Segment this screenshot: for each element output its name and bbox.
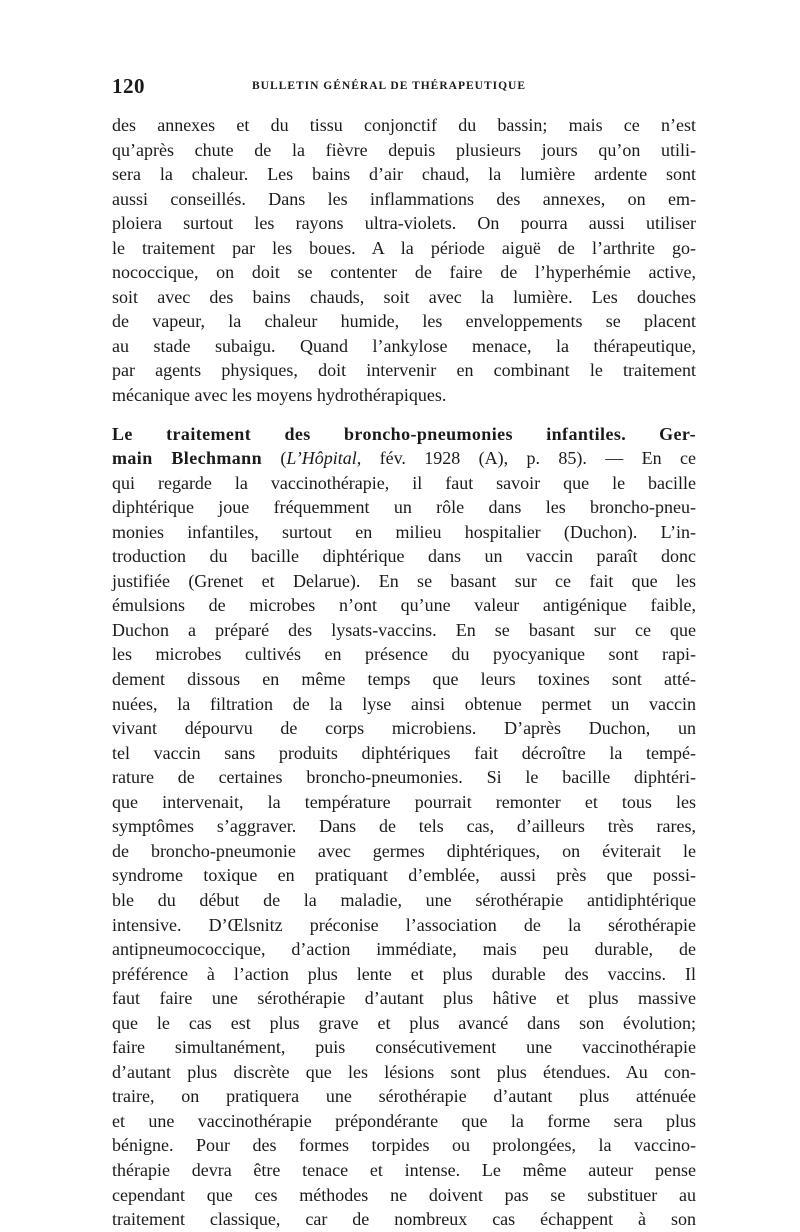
text-line: émulsions de microbes n’ont qu’une valeur antigénique faible, [112,595,696,616]
body-text [112,113,696,1232]
citation-line: main Blechmann (L’Hôpital, fév. 1928 (A), p. 85). — En ce [112,448,696,469]
text-line: nococcique, on doit se contenter de faire de l’hyperhémie active, [112,262,696,283]
page-number: 120 [112,74,145,98]
text-line: au stade subaigu. Quand l’ankylose menace, la thérapeutique, [112,335,696,356]
text-line: faut faire une sérothérapie d’autant plus hâtive et plus massive [112,988,696,1009]
article-heading-line [112,422,696,447]
text-line: le traitement par les boues. A la période aiguë de l’arthrite go- [112,237,696,258]
text-line: que le cas est plus grave et plus avancé dans son évolution; [112,1012,696,1033]
author-name-part2: main Blechmann [112,448,262,469]
text-line: qu’après chute de la fièvre depuis plusieurs jours qu’on utili- [112,139,696,160]
page-header [112,74,696,100]
text-line: monies infantiles, surtout en milieu hospitalier (Duchon). L’in- [112,521,696,542]
paragraph-1 [112,113,696,408]
text-line: aussi conseillés. Dans les inflammations des annexes, on em- [112,188,696,209]
text-line: symptômes s’aggraver. Dans de tels cas, d’ailleurs très rares, [112,816,696,837]
journal-name: L’Hôpital [286,448,357,469]
text-line: d’autant plus discrète que les lésions sont plus étendues. Au con- [112,1061,696,1082]
paragraph-spacer [112,408,696,422]
text-line: troduction du bacille diphtérique dans un vaccin paraît donc [112,546,696,567]
text-line: de broncho-pneumonie avec germes diphtériques, on éviterait le [112,840,696,861]
text-line: les microbes cultivés en présence du pyocyanique sont rapi- [112,644,696,665]
article-title: Le traitement des broncho-pneumonies infantiles. [112,423,627,444]
text-line: justifiée (Grenet et Delarue). En se basant sur ce fait que les [112,570,696,591]
text-line: Duchon a préparé des lysats-vaccins. En se basant sur ce que [112,619,696,640]
text-line: qui regarde la vaccinothérapie, il faut savoir que le bacille [112,472,696,493]
text-line: rature de certaines broncho-pneumonies. Si le bacille diphtéri- [112,767,696,788]
text-line: traire, on pratiquera une sérothérapie d’autant plus atténuée [112,1086,696,1107]
text-line: ble du début de la maladie, une sérothérapie antidiphtérique [112,889,696,910]
text-line: syndrome toxique en pratiquant d’emblée, aussi près que possi- [112,865,696,886]
author-name-part1: Ger- [659,423,696,444]
text-line: nuées, la filtration de la lyse ainsi obtenue permet un vaccin [112,693,696,714]
citation-details: , fév. 1928 (A), p. 85). — En ce [356,448,696,469]
text-line: traitement classique, car de nombreux cas échappent à son [112,1209,696,1230]
text-line: et une vaccinothérapie prépondérante que la forme sera plus [112,1110,696,1131]
text-line: antipneumococcique, d’action immédiate, mais peu durable, de [112,939,696,960]
text-line: préférence à l’action plus lente et plus durable des vaccins. Il [112,963,696,984]
text-line: thérapie devra être tenace et intense. Le même auteur pense [112,1159,696,1180]
running-title: BULLETIN GÉNÉRAL DE THÉRAPEUTIQUE [252,80,527,92]
text-line: faire simultanément, puis consécutivement une vaccinothérapie [112,1037,696,1058]
text-line: diphtérique joue fréquemment un rôle dans les broncho-pneu- [112,497,696,518]
text-line: vivant dépourvu de corps microbiens. D’après Duchon, un [112,718,696,739]
text-line: mécanique avec les moyens hydrothérapiques. [112,385,447,406]
text-line: tel vaccin sans produits diphtériques fait décroître la tempé- [112,742,696,763]
text-line: que intervenait, la température pourrait remonter et tous les [112,791,696,812]
text-line: dement dissous en même temps que leurs toxines sont atté- [112,669,696,690]
text-line: cependant que ces méthodes ne doivent pas se substituer au [112,1184,696,1205]
text-line: sera la chaleur. Les bains d’air chaud, la lumière ardente sont [112,164,696,185]
text-line: par agents physiques, doit intervenir en combinant le traitement [112,360,696,381]
text-line: bénigne. Pour des formes torpides ou prolongées, la vaccino- [112,1135,696,1156]
text-line: de vapeur, la chaleur humide, les enveloppements se placent [112,311,696,332]
text-line: soit avec des bains chauds, soit avec la lumière. Les douches [112,286,696,307]
text-line: des annexes et du tissu conjonctif du bassin; mais ce n’est [112,115,696,135]
article-abstract [112,422,696,1232]
text-line: ploiera surtout les rayons ultra-violets. On pourra aussi utiliser [112,213,696,234]
text-line: intensive. D’Œlsnitz préconise l’association de la sérothérapie [112,914,696,935]
